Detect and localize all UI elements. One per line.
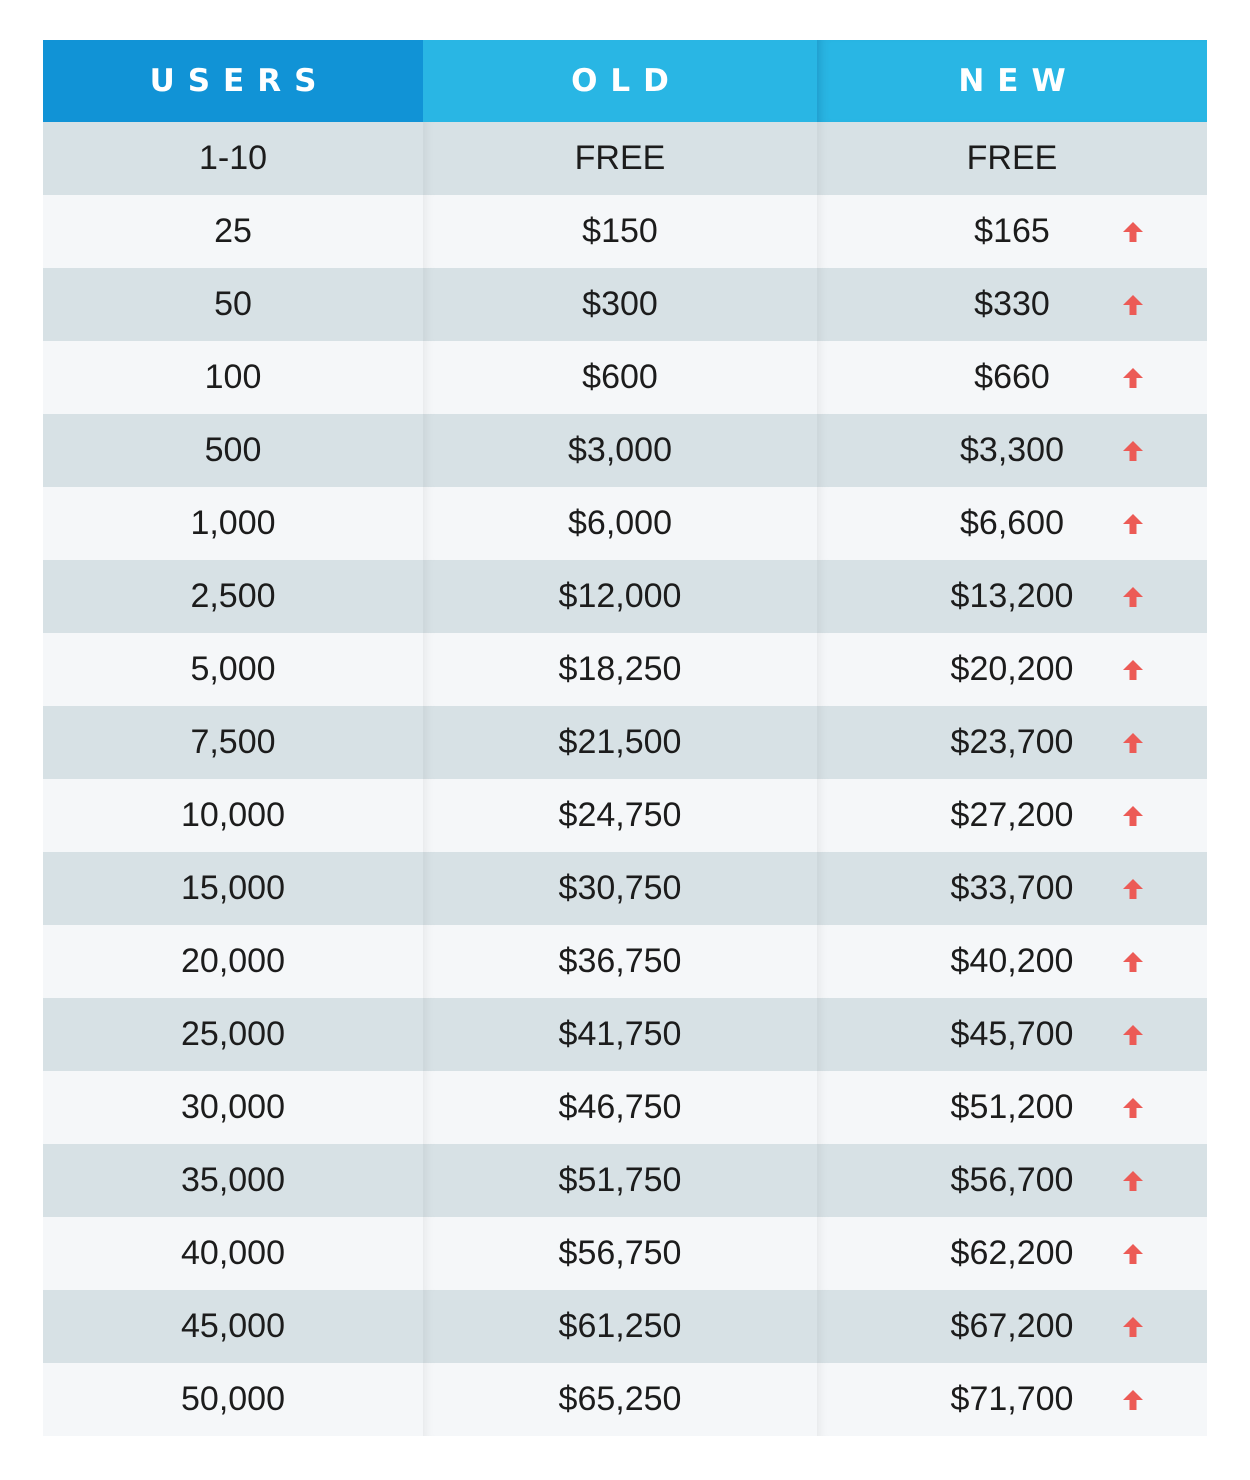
new-price-cell [817,1071,1207,1144]
users-value: 1,000 [190,504,276,542]
arrow-up-icon [1121,293,1145,317]
new-price-cell [817,1363,1207,1436]
table-row [43,414,1207,487]
new-price-value: $40,200 [950,942,1074,980]
users-value: 7,500 [190,723,276,761]
table-row [43,487,1207,560]
arrow-up-icon [1121,220,1145,244]
table-row [43,1363,1207,1436]
old-price-cell [423,925,817,998]
header-users: USERS [43,40,423,122]
old-price-cell [423,487,817,560]
old-price-cell [423,341,817,414]
old-price-value: $24,750 [558,796,682,834]
arrow-up-icon [1121,658,1145,682]
table-row [43,268,1207,341]
new-price-cell [817,487,1207,560]
users-value: 25 [214,212,252,250]
users-cell [43,1217,423,1290]
new-price-cell [817,195,1207,268]
users-cell [43,706,423,779]
arrow-up-icon [1121,804,1145,828]
users-value: 2,500 [190,577,276,615]
old-price-value: $18,250 [558,650,682,688]
table-row [43,122,1207,195]
header-row [43,40,1207,122]
old-price-value: FREE [574,139,666,177]
new-price-value: $51,200 [950,1088,1074,1126]
new-price-value: $67,200 [950,1307,1074,1345]
table-row [43,560,1207,633]
users-value: 50 [214,285,252,323]
old-price-cell [423,998,817,1071]
header-old: OLD [423,40,817,122]
table-row [43,195,1207,268]
users-cell [43,268,423,341]
new-price-value: $3,300 [960,431,1064,469]
new-price-cell [817,560,1207,633]
new-price-value: $20,200 [950,650,1074,688]
old-price-value: $30,750 [558,869,682,907]
old-price-value: $6,000 [568,504,672,542]
users-cell [43,1071,423,1144]
header-new: NEW [817,40,1207,122]
users-cell [43,487,423,560]
table-row [43,1071,1207,1144]
old-price-cell [423,1071,817,1144]
old-price-value: $150 [582,212,658,250]
arrow-up-icon [1121,1388,1145,1412]
new-price-value: $71,700 [950,1380,1074,1418]
users-value: 20,000 [181,942,285,980]
users-cell [43,633,423,706]
old-price-value: $600 [582,358,658,396]
users-value: 30,000 [181,1088,285,1126]
users-cell [43,1363,423,1436]
new-price-cell [817,633,1207,706]
table-row [43,633,1207,706]
users-value: 45,000 [181,1307,285,1345]
old-price-value: $51,750 [558,1161,682,1199]
users-cell [43,341,423,414]
new-price-value: $27,200 [950,796,1074,834]
old-price-value: $41,750 [558,1015,682,1053]
old-price-cell [423,1290,817,1363]
users-cell [43,560,423,633]
table-row [43,341,1207,414]
old-price-cell [423,1144,817,1217]
table-row [43,706,1207,779]
table-row [43,1217,1207,1290]
users-cell [43,779,423,852]
users-cell [43,195,423,268]
arrow-up-icon [1121,1242,1145,1266]
new-price-cell [817,122,1207,195]
new-price-value: $6,600 [960,504,1064,542]
users-cell [43,1144,423,1217]
old-price-cell [423,414,817,487]
arrow-up-icon [1121,731,1145,755]
users-value: 10,000 [181,796,285,834]
new-price-cell [817,1290,1207,1363]
users-value: 50,000 [181,1380,285,1418]
arrow-up-icon [1121,366,1145,390]
table-row [43,998,1207,1071]
old-price-value: $12,000 [558,577,682,615]
arrow-up-icon [1121,585,1145,609]
new-price-value: $330 [974,285,1050,323]
table-row [43,779,1207,852]
users-cell [43,1290,423,1363]
new-price-cell [817,998,1207,1071]
arrow-up-icon [1121,1169,1145,1193]
old-price-value: $21,500 [558,723,682,761]
table-row [43,1290,1207,1363]
old-price-cell [423,268,817,341]
arrow-up-icon [1121,877,1145,901]
new-price-cell [817,1144,1207,1217]
old-price-cell [423,195,817,268]
users-cell [43,998,423,1071]
old-price-cell [423,706,817,779]
users-value: 35,000 [181,1161,285,1199]
users-cell [43,122,423,195]
users-cell [43,414,423,487]
old-price-value: $46,750 [558,1088,682,1126]
old-price-value: $3,000 [568,431,672,469]
new-price-cell [817,925,1207,998]
pricing-table [43,40,1207,1436]
new-price-cell [817,852,1207,925]
new-price-value: $13,200 [950,577,1074,615]
users-value: 1-10 [198,139,268,177]
new-price-value: $56,700 [950,1161,1074,1199]
old-price-cell [423,122,817,195]
table-header [43,40,1207,122]
users-value: 40,000 [181,1234,285,1272]
old-price-cell [423,1363,817,1436]
new-price-cell [817,706,1207,779]
users-value: 500 [204,431,262,469]
arrow-up-icon [1121,439,1145,463]
old-price-value: $300 [582,285,658,323]
arrow-up-icon [1121,950,1145,974]
new-price-value: FREE [966,139,1058,177]
new-price-value: $62,200 [950,1234,1074,1272]
old-price-value: $61,250 [558,1307,682,1345]
arrow-up-icon [1121,512,1145,536]
old-price-cell [423,1217,817,1290]
users-cell [43,852,423,925]
arrow-up-icon [1121,1096,1145,1120]
new-price-cell [817,414,1207,487]
users-value: 15,000 [181,869,285,907]
table-row [43,852,1207,925]
users-value: 5,000 [190,650,276,688]
new-price-value: $165 [974,212,1050,250]
users-value: 25,000 [181,1015,285,1053]
old-price-cell [423,633,817,706]
arrow-up-icon [1121,1023,1145,1047]
new-price-cell [817,779,1207,852]
users-cell [43,925,423,998]
old-price-value: $65,250 [558,1380,682,1418]
new-price-cell [817,268,1207,341]
new-price-cell [817,1217,1207,1290]
arrow-up-icon [1121,1315,1145,1339]
new-price-value: $660 [974,358,1050,396]
old-price-cell [423,779,817,852]
table-body [43,122,1207,1436]
new-price-value: $23,700 [950,723,1074,761]
new-price-cell [817,341,1207,414]
old-price-value: $56,750 [558,1234,682,1272]
new-price-value: $33,700 [950,869,1074,907]
old-price-value: $36,750 [558,942,682,980]
old-price-cell [423,560,817,633]
users-value: 100 [204,358,262,396]
old-price-cell [423,852,817,925]
new-price-value: $45,700 [950,1015,1074,1053]
table-row [43,1144,1207,1217]
table-row [43,925,1207,998]
